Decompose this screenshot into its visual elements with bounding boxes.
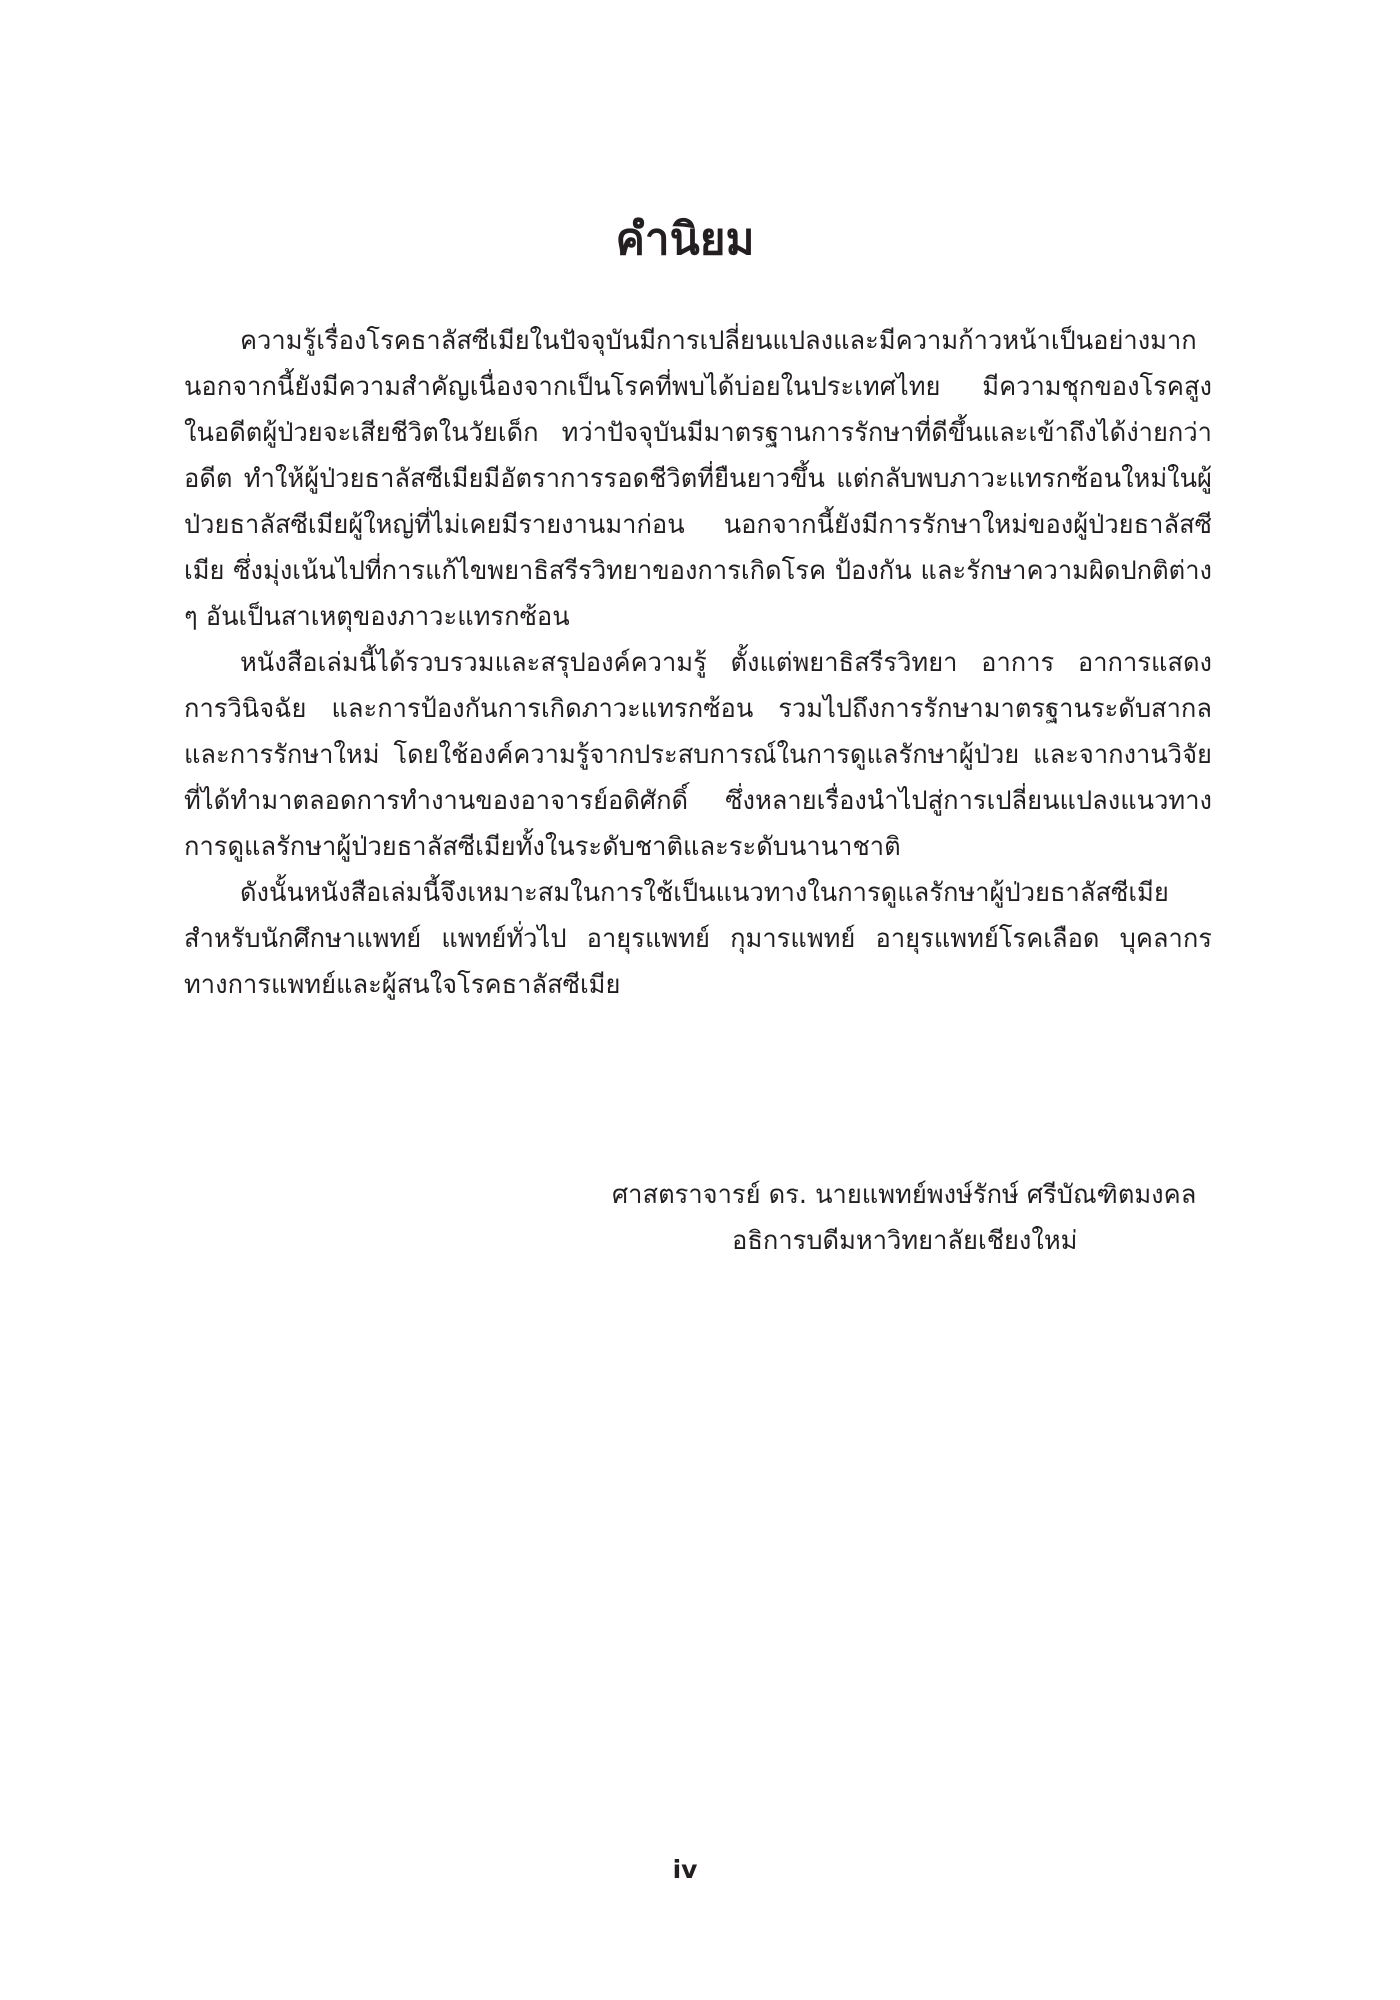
paragraph-2: หนังสือเล่มนี้ได้รวบรวมและสรุปองค์ความรู้ ตั้งแต่พยาธิสรีรวิทยา อาการ อาการแสดง การวินิจฉัย และการป้องกันการเกิดภาวะแทรกซ้อน รวมไปถึงการรักษามาตรฐานระดับสากลและการรักษาใหม่ โดยใช้องค์ความรู้จากประสบการณ์ในการดูแลรักษาผู้ป่วย และจากงานวิจัยที่ได้ทำมาตลอดการทำงานของอาจารย์อดิศักดิ์ ซึ่งหลายเรื่องนำไปสู่การเปลี่ยนแปลงแนวทางการดูแลรักษาผู้ป่วยธาลัสซีเมียทั้งในระดับชาติและระดับนานาชาติ xyxy=(184,648,1212,862)
signature-name: ศาสตราจารย์ ดร. นายแพทย์พงษ์รักษ์ ศรีบัณฑิตมงคล xyxy=(612,1180,1197,1210)
paragraph-1: ความรู้เรื่องโรคธาลัสซีเมียในปัจจุบันมีการเปลี่ยนแปลงและมีความก้าวหน้าเป็นอย่างมาก นอกจากนี้ยังมีความสำคัญเนื่องจากเป็นโรคที่พบได้บ่อยในประเทศไทย มีความชุกของโรคสูง ในอดีตผู้ป่วยจะเสียชีวิตในวัยเด็ก ทว่าปัจจุบันมีมาตรฐานการรักษาที่ดีขึ้นและเข้าถึงได้ง่ายกว่าอดีต ทำให้ผู้ป่วยธาลัสซีเมียมีอัตราการรอดชีวิตที่ยืนยาวขึ้น แต่กลับพบภาวะแทรกซ้อนใหม่ในผู้ป่วยธาลัสซีเมียผู้ใหญ่ที่ไม่เคยมีรายงานมาก่อน นอกจากนี้ยังมีการรักษาใหม่ของผู้ป่วยธาลัสซีเมีย ซึ่งมุ่งเน้นไปที่การแก้ไขพยาธิสรีรวิทยาของการเกิดโรค ป้องกัน และรักษาความผิดปกติต่าง ๆ อันเป็นสาเหตุของภาวะแทรกซ้อน xyxy=(184,326,1212,632)
page-title: คำนิยม xyxy=(615,214,755,265)
signature-position: อธิการบดีมหาวิทยาลัยเชียงใหม่ xyxy=(732,1226,1078,1256)
page-number: iv xyxy=(672,1855,698,1884)
paragraph-3: ดังนั้นหนังสือเล่มนี้จึงเหมาะสมในการใช้เป็นแนวทางในการดูแลรักษาผู้ป่วยธาลัสซีเมียสำหรับนักศึกษาแพทย์ แพทย์ทั่วไป อายุรแพทย์ กุมารแพทย์ อายุรแพทย์โรคเลือด บุคลากรทางการแพทย์และผู้สนใจโรคธาลัสซีเมีย xyxy=(184,878,1212,1000)
foreword-body xyxy=(184,318,1212,1008)
signature-block xyxy=(600,1172,1200,1264)
